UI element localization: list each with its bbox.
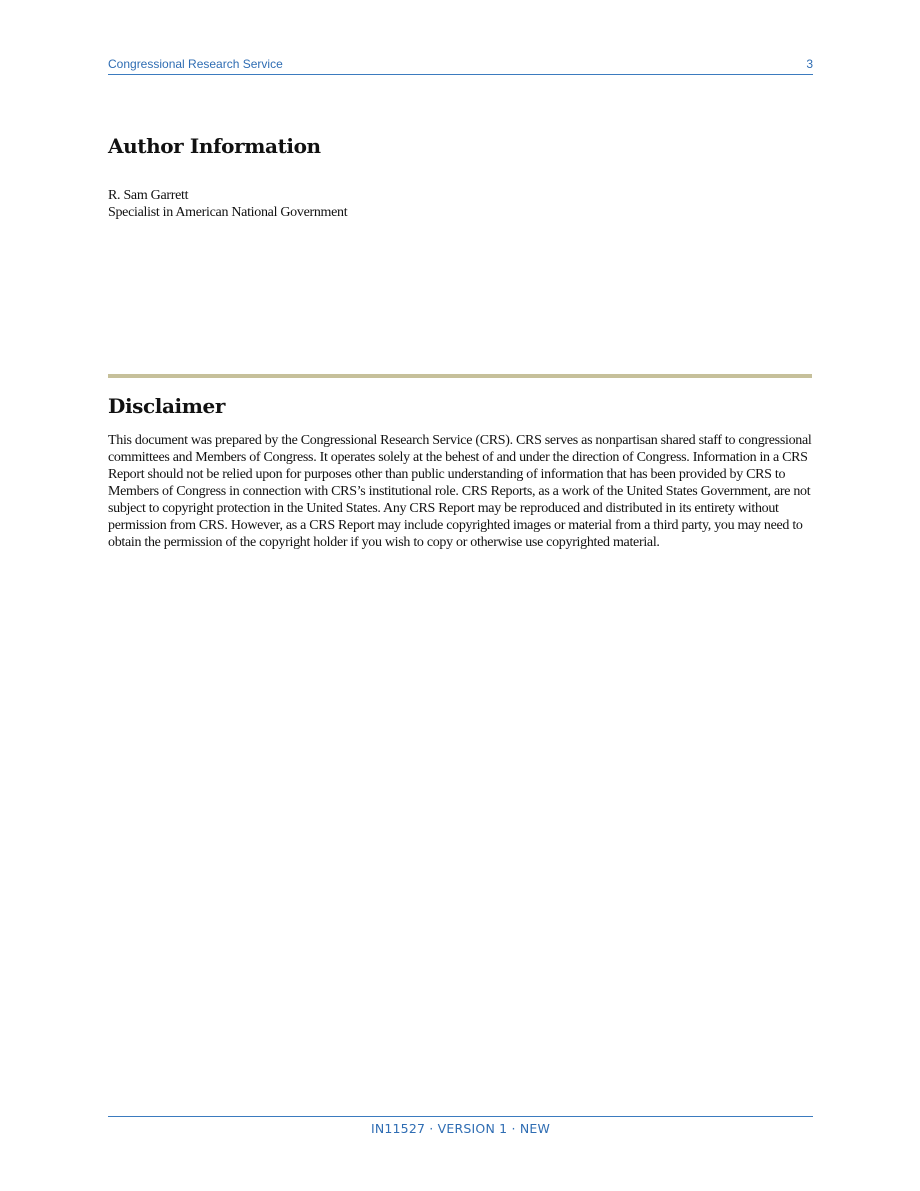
author-title: Specialist in American National Government — [108, 205, 348, 220]
author-information-heading: Author Information — [108, 134, 321, 158]
disclaimer-text: This document was prepared by the Congressional Research Service (CRS). CRS serves as nonpartisan shared staff to congressional committees and Members of Congress. It operates solely at the behest of and under the direction of Congress. Information in a CRS Report should not be relied upon for purposes other than public understanding of information that has been provided by CRS to Members of Congress in connection with CRS’s institutional role. CRS Reports, as a work of the United States Government, are not subject to copyright protection in the United States. Any CRS Report may be reproduced and distributed in its entirety without permission from CRS. However, as a CRS Report may include copyrighted images or material from a third party, you may need to obtain the permission of the copyright holder if you wish to copy or otherwise use copyrighted material. — [108, 433, 812, 550]
footer-divider — [108, 1116, 813, 1117]
author-block — [108, 187, 347, 221]
header-organization: Congressional Research Service — [108, 57, 283, 71]
disclaimer-heading: Disclaimer — [108, 394, 225, 418]
section-divider — [108, 374, 812, 378]
footer-document-id: IN11527 · VERSION 1 · NEW — [370, 1121, 551, 1136]
header-page-number: 3 — [806, 57, 813, 71]
page-header — [108, 56, 813, 75]
author-name: R. Sam Garrett — [108, 188, 189, 203]
